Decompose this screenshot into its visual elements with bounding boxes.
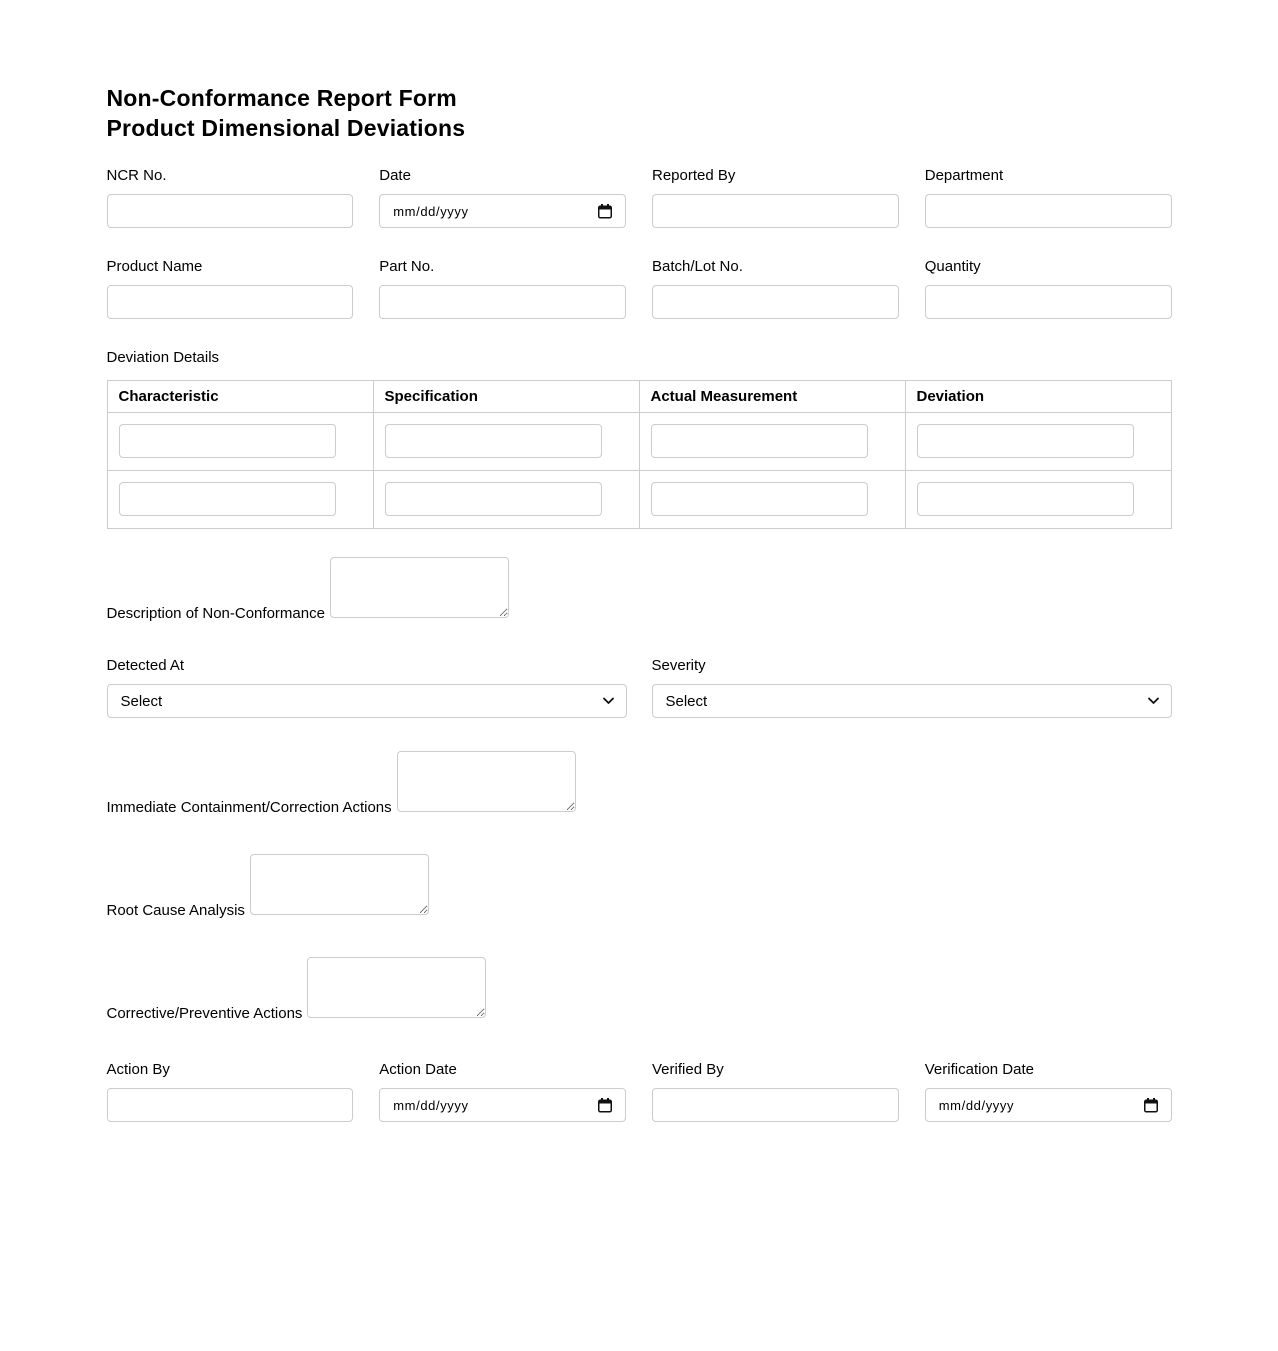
date-input[interactable] <box>379 194 626 228</box>
date-format-text: mm/dd/yyyy <box>393 203 469 219</box>
select-row <box>107 656 1172 718</box>
corrective-textarea[interactable] <box>307 957 486 1018</box>
description-textarea[interactable] <box>330 557 509 618</box>
date-format-text: mm/dd/yyyy <box>938 1097 1015 1113</box>
field-part-no <box>379 257 626 319</box>
batch-lot-no-input[interactable] <box>652 285 899 319</box>
specification-input-1[interactable] <box>385 424 602 458</box>
severity-select[interactable] <box>652 684 1172 718</box>
col-header-specification: Specification <box>373 381 639 413</box>
corrective-label: Corrective/Preventive Actions <box>106 1005 303 1022</box>
info-row-1 <box>107 166 1172 228</box>
reported-by-label: Reported By <box>652 167 736 184</box>
verified-by-label: Verified By <box>652 1061 724 1078</box>
product-name-label: Product Name <box>106 258 203 275</box>
corrective-group <box>107 957 1172 1024</box>
root-cause-label: Root Cause Analysis <box>106 902 245 919</box>
field-verified-by <box>652 1060 899 1122</box>
description-group <box>107 557 1172 624</box>
containment-textarea[interactable] <box>397 751 576 812</box>
col-header-deviation: Deviation <box>905 381 1171 413</box>
action-date-input[interactable] <box>379 1088 626 1122</box>
field-product-name <box>107 257 354 319</box>
field-quantity <box>925 257 1172 319</box>
severity-label: Severity <box>651 657 706 674</box>
detected-at-label: Detected At <box>106 657 185 674</box>
quantity-label: Quantity <box>924 258 981 275</box>
page-title <box>107 83 1172 143</box>
date-label: Date <box>379 167 411 184</box>
field-date <box>379 166 626 228</box>
field-detected-at <box>107 656 627 718</box>
part-no-input[interactable] <box>379 285 626 319</box>
field-action-date <box>379 1060 626 1122</box>
info-row-2 <box>107 257 1172 319</box>
deviation-table <box>107 380 1172 529</box>
characteristic-input-2[interactable] <box>119 482 336 516</box>
deviation-input-2[interactable] <box>917 482 1134 516</box>
reported-by-input[interactable] <box>652 194 899 228</box>
field-severity <box>652 656 1172 718</box>
calendar-icon[interactable] <box>598 1098 612 1113</box>
verification-date-input[interactable] <box>925 1088 1172 1122</box>
ncr-form-page <box>107 0 1172 1351</box>
table-row <box>107 471 1171 529</box>
ncr-no-input[interactable] <box>107 194 354 228</box>
col-header-characteristic: Characteristic <box>107 381 373 413</box>
containment-group <box>107 751 1172 818</box>
actual-measurement-input-2[interactable] <box>651 482 868 516</box>
verified-by-input[interactable] <box>652 1088 899 1122</box>
specification-input-2[interactable] <box>385 482 602 516</box>
col-header-actual-measurement: Actual Measurement <box>639 381 905 413</box>
field-reported-by <box>652 166 899 228</box>
verification-date-label: Verification Date <box>924 1061 1034 1078</box>
product-name-input[interactable] <box>107 285 354 319</box>
page-title-line1: Non-Conformance Report Form <box>106 85 457 111</box>
department-input[interactable] <box>925 194 1172 228</box>
action-by-label: Action By <box>106 1061 170 1078</box>
quantity-input[interactable] <box>925 285 1172 319</box>
deviation-details-label: Deviation Details <box>106 349 220 366</box>
characteristic-input-1[interactable] <box>119 424 336 458</box>
page-title-line2: Product Dimensional Deviations <box>106 115 466 141</box>
action-by-input[interactable] <box>107 1088 354 1122</box>
field-action-by <box>107 1060 354 1122</box>
actual-measurement-input-1[interactable] <box>651 424 868 458</box>
field-department <box>925 166 1172 228</box>
batch-lot-no-label: Batch/Lot No. <box>652 258 743 275</box>
field-ncr-no <box>107 166 354 228</box>
field-batch-lot-no <box>652 257 899 319</box>
table-row <box>107 413 1171 471</box>
calendar-icon[interactable] <box>598 204 612 219</box>
description-label: Description of Non-Conformance <box>106 605 325 622</box>
root-cause-group <box>107 854 1172 921</box>
deviation-table-header-row <box>107 381 1171 413</box>
detected-at-select-wrap <box>107 684 627 718</box>
root-cause-textarea[interactable] <box>250 854 429 915</box>
field-verification-date <box>925 1060 1172 1122</box>
action-date-label: Action Date <box>379 1061 457 1078</box>
footer-row <box>107 1060 1172 1122</box>
calendar-icon[interactable] <box>1144 1098 1158 1113</box>
date-format-text: mm/dd/yyyy <box>393 1097 469 1113</box>
severity-select-wrap <box>652 684 1172 718</box>
part-no-label: Part No. <box>379 258 435 275</box>
department-label: Department <box>924 167 1004 184</box>
detected-at-select[interactable] <box>107 684 627 718</box>
ncr-no-label: NCR No. <box>106 167 167 184</box>
deviation-input-1[interactable] <box>917 424 1134 458</box>
containment-label: Immediate Containment/Correction Actions <box>106 799 392 816</box>
